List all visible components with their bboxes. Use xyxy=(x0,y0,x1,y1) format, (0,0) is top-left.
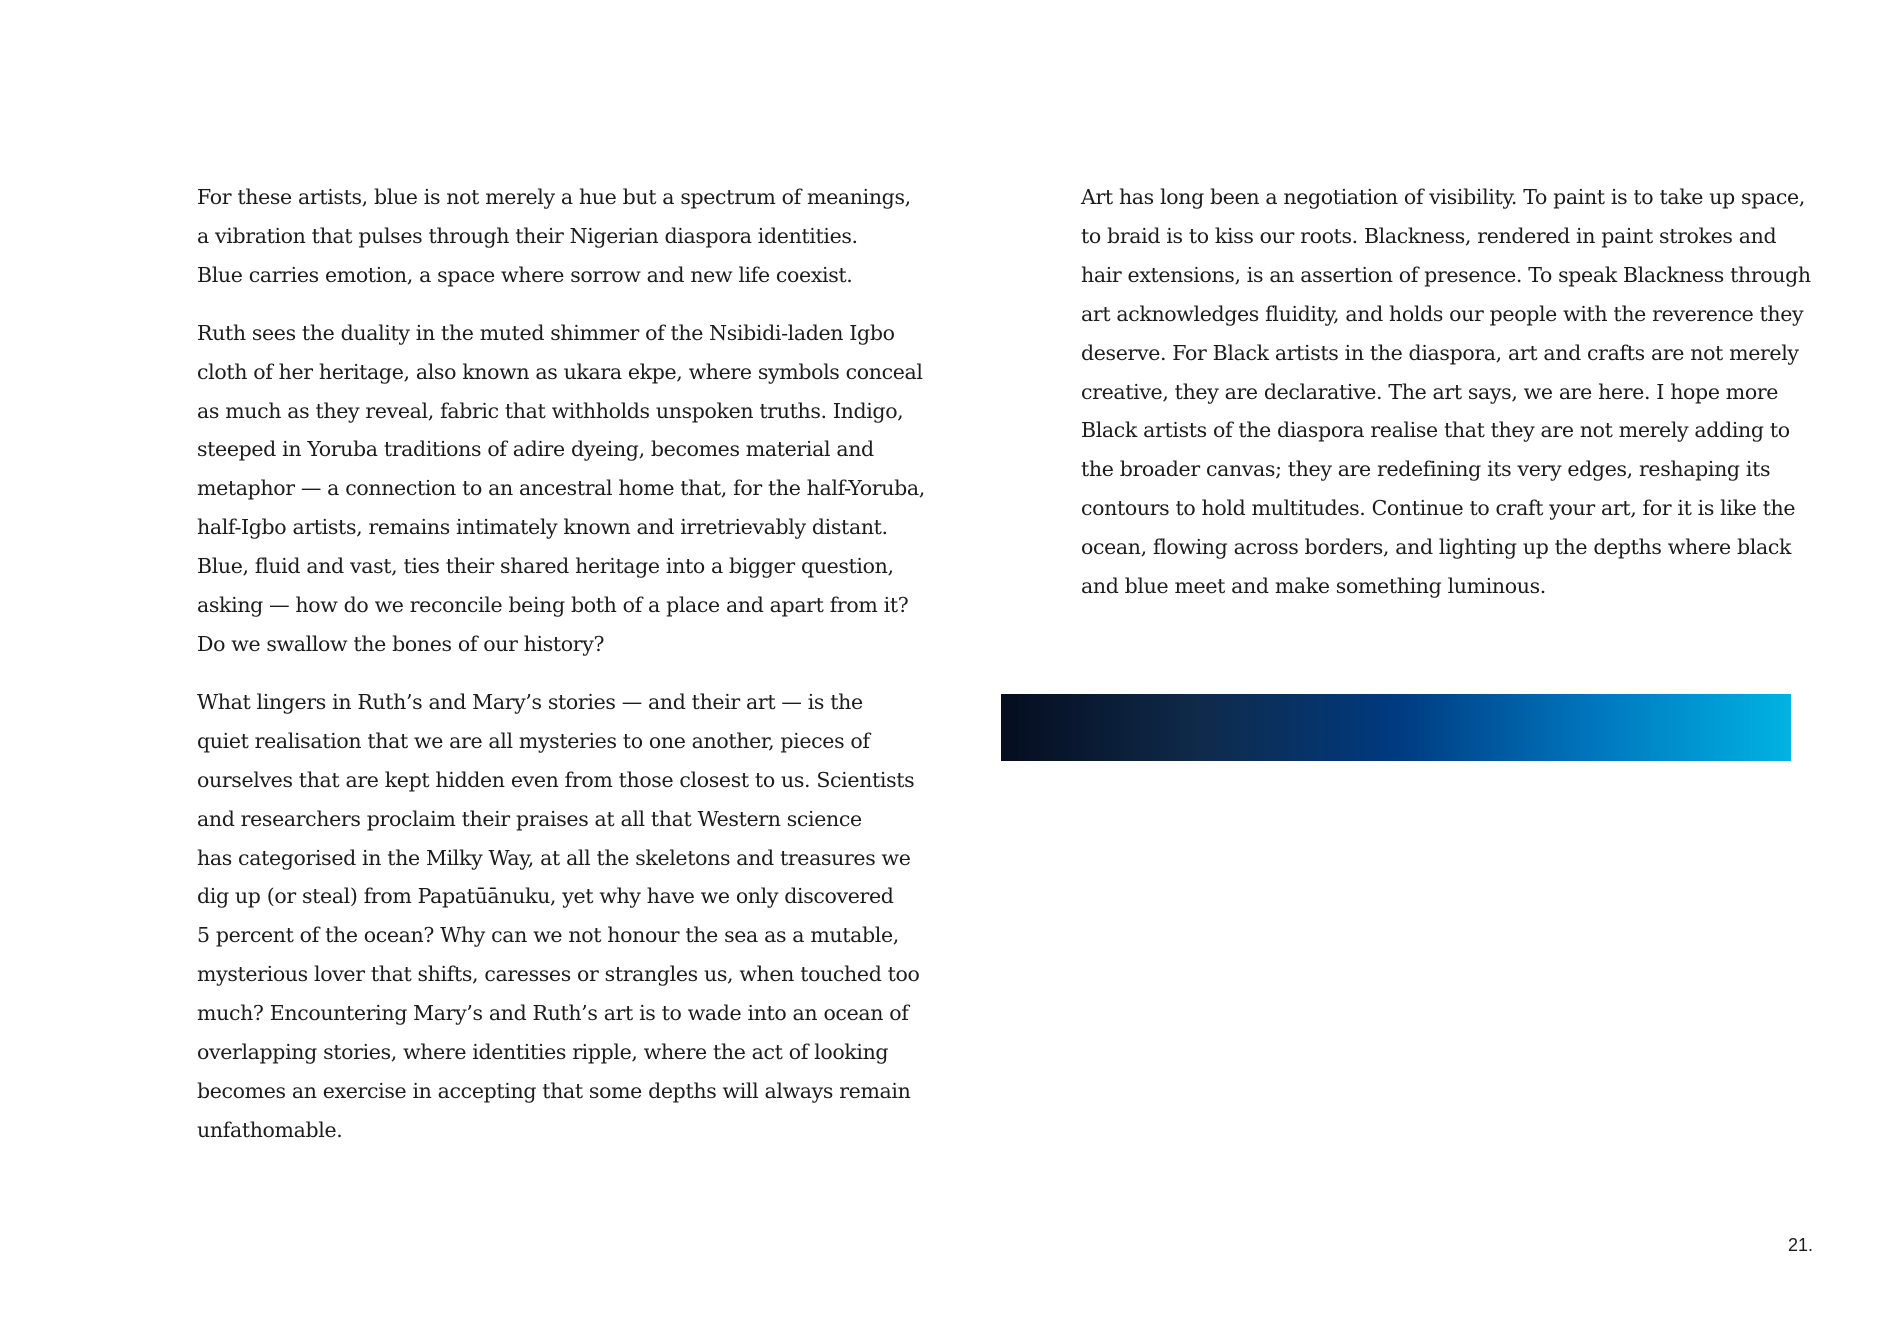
text-line: metaphor — a connection to an ancestral home that, for the half-Yoruba, xyxy=(197,476,925,501)
text-line: has categorised in the Milky Way, at all the skeletons and treasures we xyxy=(197,845,911,870)
text-line: half-Igbo artists, remains intimately known and irretrievably distant. xyxy=(197,515,888,540)
text-line: Blue carries emotion, a space where sorrow and new life coexist. xyxy=(197,262,853,287)
text-line: For these artists, blue is not merely a hue but a spectrum of meanings, xyxy=(197,185,911,209)
text-line: the broader canvas; they are redefining its very edges, reshaping its xyxy=(1081,457,1771,482)
text-line: and blue meet and make something luminous. xyxy=(1081,574,1546,599)
text-line: as much as they reveal, fabric that withholds unspoken truths. Indigo, xyxy=(197,398,904,423)
text-line: contours to hold multitudes. Continue to craft your art, for it is like the xyxy=(1081,496,1796,521)
text-line: What lingers in Ruth’s and Mary’s stories — and their art — is the xyxy=(197,689,863,714)
text-line: steeped in Yoruba traditions of adire dyeing, becomes material and xyxy=(197,437,874,462)
text-line: hair extensions, is an assertion of presence. To speak Blackness through xyxy=(1081,262,1811,287)
text-line: cloth of her heritage, also known as ukara ekpe, where symbols conceal xyxy=(197,359,923,384)
text-line: quiet realisation that we are all mysteries to one another, pieces of xyxy=(197,728,870,753)
text-line: overlapping stories, where identities ripple, where the act of looking xyxy=(197,1040,889,1065)
text-line: to braid is to kiss our roots. Blackness, rendered in paint strokes and xyxy=(1081,223,1777,248)
body-paragraph xyxy=(197,683,937,1150)
text-line: dig up (or steal) from Papatūānuku, yet why have we only discovered xyxy=(197,884,894,909)
text-line: asking — how do we reconcile being both of a place and apart from it? xyxy=(197,593,909,618)
text-line: 5 percent of the ocean? Why can we not honour the sea as a mutable, xyxy=(197,923,899,948)
text-line: ourselves that are kept hidden even from those closest to us. Scientists xyxy=(197,767,915,792)
right-column xyxy=(1081,178,1811,625)
text-line: and researchers proclaim their praises at all that Western science xyxy=(197,806,862,831)
text-line: a vibration that pulses through their Nigerian diaspora identities. xyxy=(197,223,858,248)
text-line: creative, they are declarative. The art says, we are here. I hope more xyxy=(1081,379,1779,404)
text-line: Art has long been a negotiation of visibility. To paint is to take up space, xyxy=(1081,185,1805,209)
text-line: Black artists of the diaspora realise that they are not merely adding to xyxy=(1081,418,1790,443)
body-paragraph xyxy=(197,178,937,295)
page-number: 21. xyxy=(1788,1235,1814,1255)
text-line: art acknowledges fluidity, and holds our people with the reverence they xyxy=(1081,301,1804,326)
text-line: Blue, fluid and vast, ties their shared heritage into a bigger question, xyxy=(197,554,894,579)
text-line: much? Encountering Mary’s and Ruth’s art is to wade into an ocean of xyxy=(197,1001,909,1026)
body-paragraph xyxy=(197,314,937,664)
body-paragraph xyxy=(1081,178,1811,606)
text-line: ocean, flowing across borders, and lighting up the depths where black xyxy=(1081,535,1792,560)
text-line: deserve. For Black artists in the diaspora, art and crafts are not merely xyxy=(1081,340,1799,365)
text-line: Do we swallow the bones of our history? xyxy=(197,631,605,656)
left-column xyxy=(197,178,937,1169)
text-line: unfathomable. xyxy=(197,1117,343,1142)
blue-gradient-bar xyxy=(1001,694,1791,761)
text-line: becomes an exercise in accepting that some depths will always remain xyxy=(197,1078,911,1103)
text-line: Ruth sees the duality in the muted shimmer of the Nsibidi-laden Igbo xyxy=(197,320,895,345)
text-line: mysterious lover that shifts, caresses or strangles us, when touched too xyxy=(197,962,920,987)
